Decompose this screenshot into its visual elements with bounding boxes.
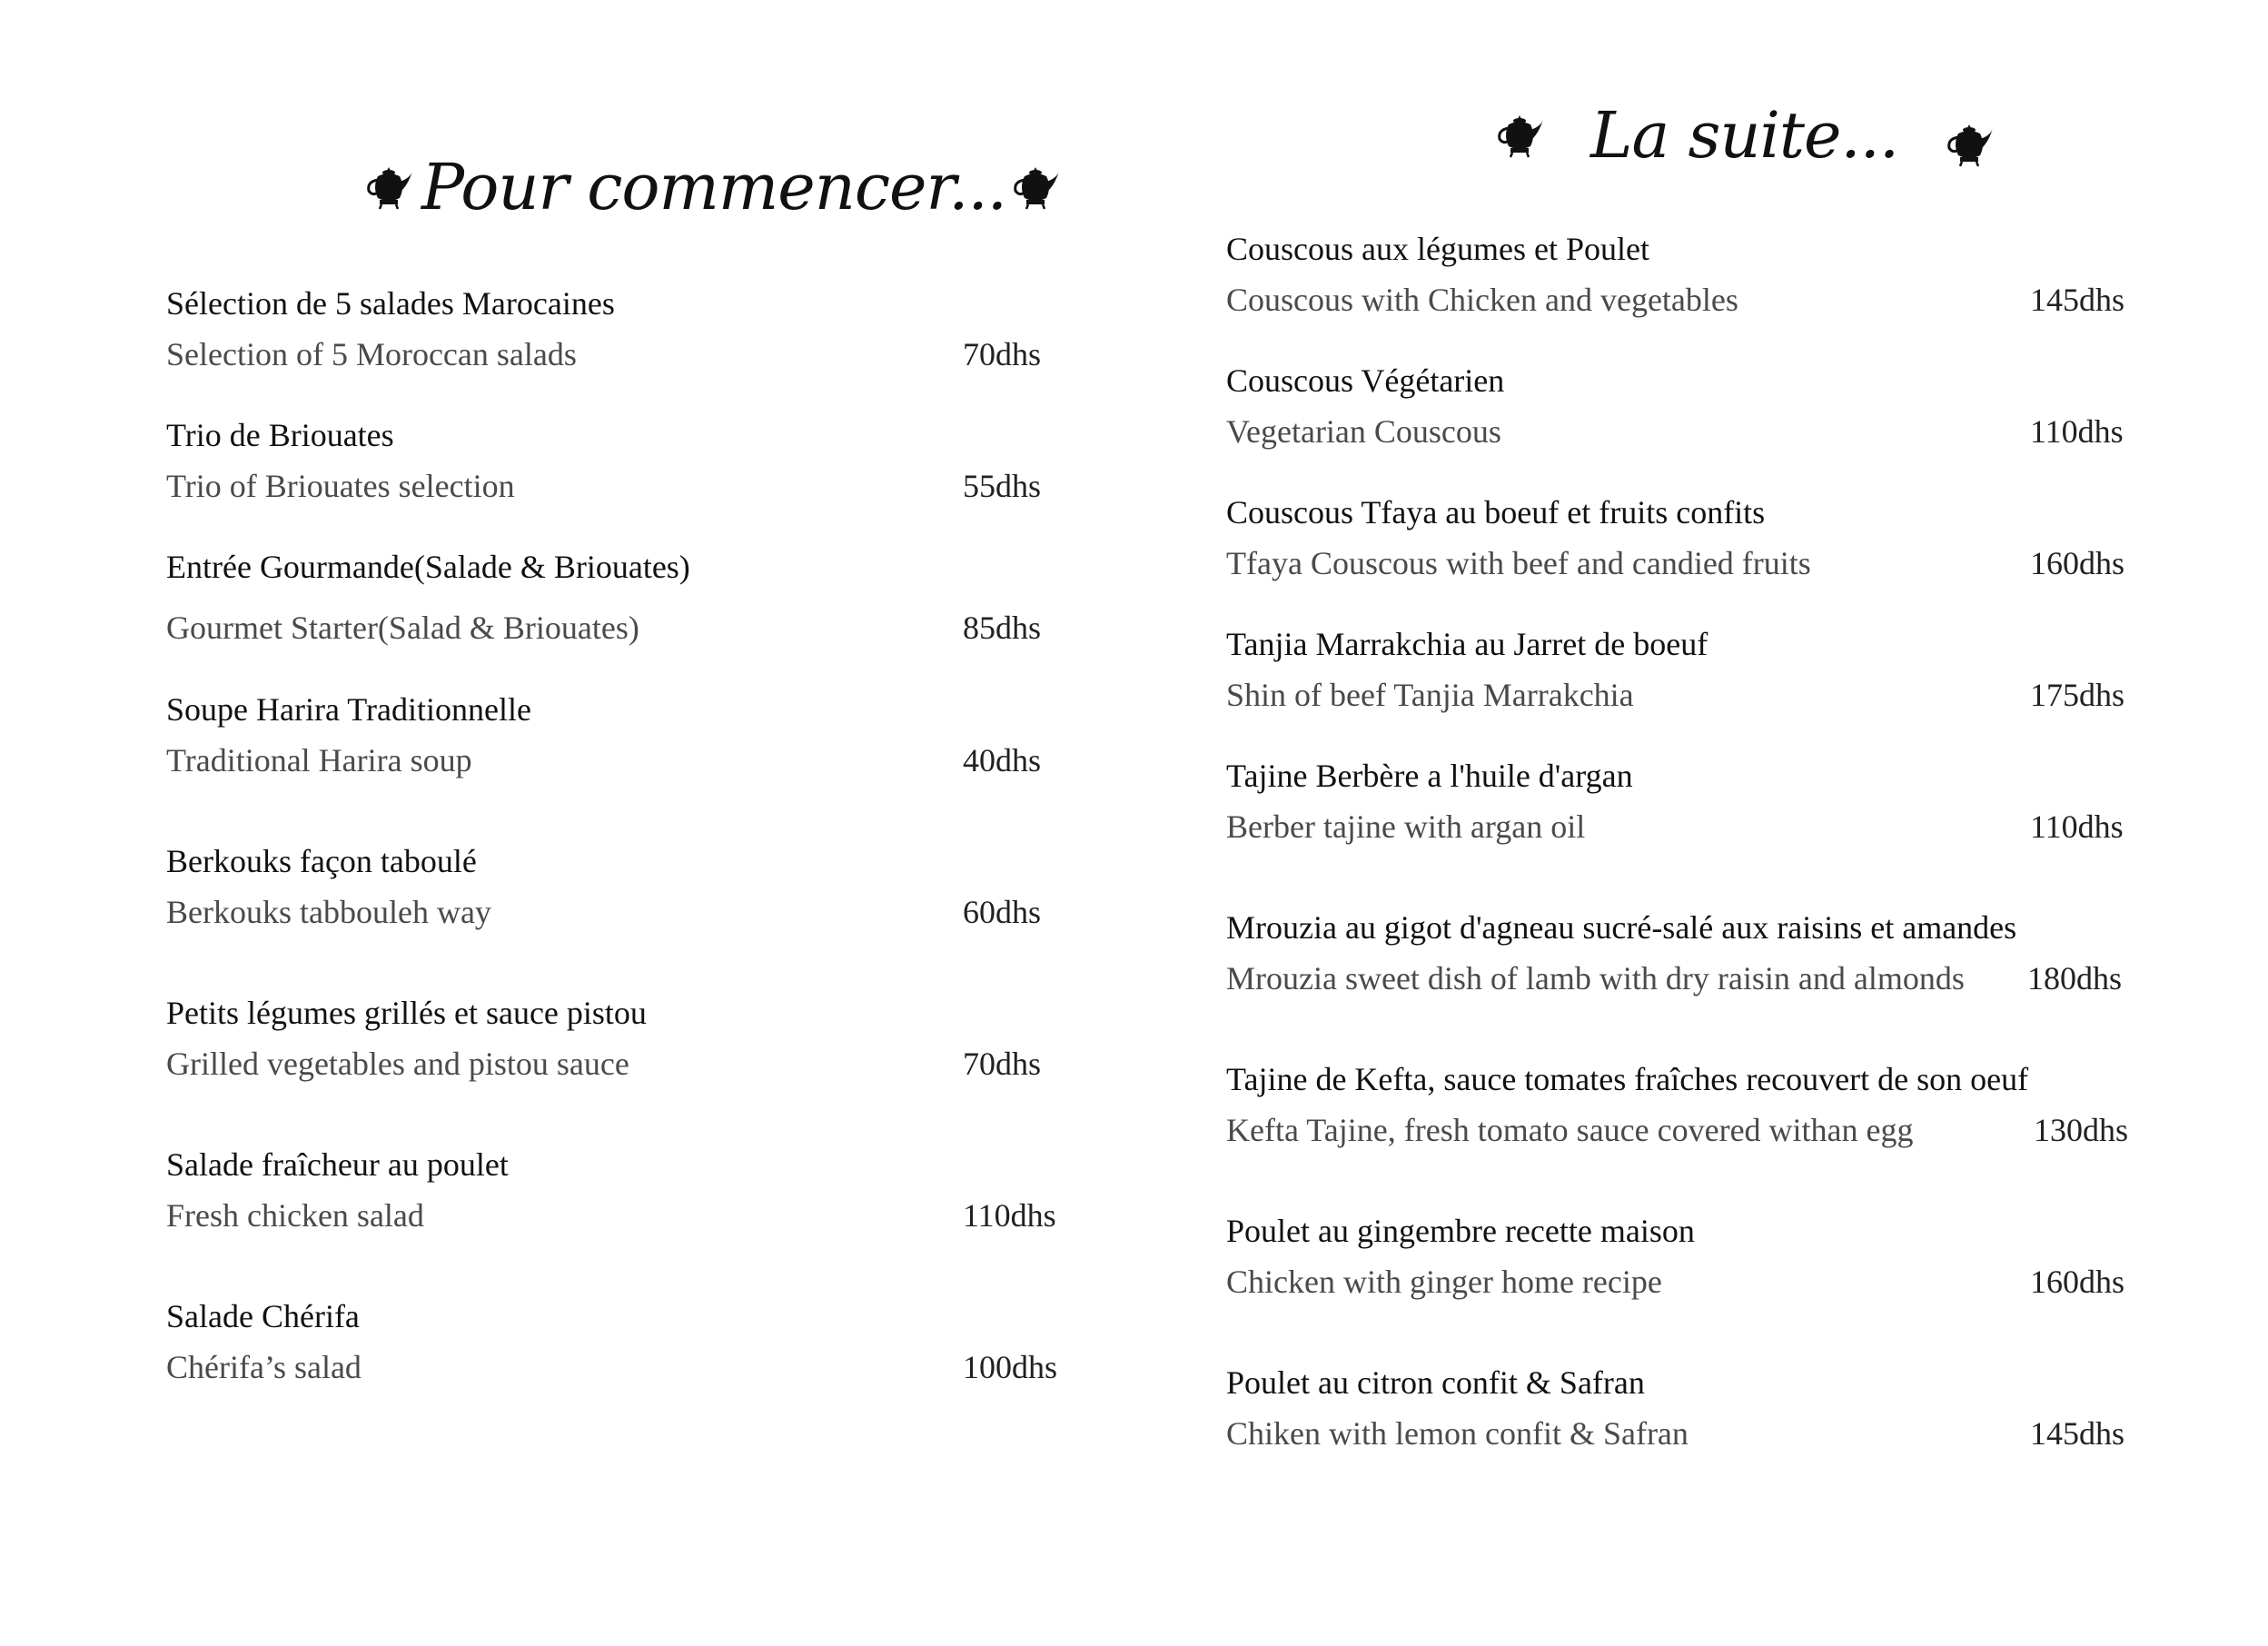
dish-name-fr: Poulet au gingembre recette maison xyxy=(1226,1213,1695,1249)
dish-price: 110dhs xyxy=(963,1197,1056,1234)
dish-price: 110dhs xyxy=(2030,413,2124,450)
dish-name-en: Gourmet Starter(Salad & Briouates) xyxy=(166,610,639,646)
dish-name-en: Grilled vegetables and pistou sauce xyxy=(166,1046,629,1082)
dish-name-en: Vegetarian Couscous xyxy=(1226,413,1501,450)
dish-name-fr: Tajine Berbère a l'huile d'argan xyxy=(1226,758,1633,794)
dish-name-en: Berber tajine with argan oil xyxy=(1226,808,1586,845)
menu-item xyxy=(1226,361,2144,451)
dish-price: 110dhs xyxy=(2030,808,2124,845)
dish-name-fr: Trio de Briouates xyxy=(166,417,394,453)
menu-item xyxy=(1226,756,2144,847)
dish-price: 160dhs xyxy=(2030,545,2125,581)
dish-name-en: Chicken with ginger home recipe xyxy=(1226,1264,1662,1300)
menu-item xyxy=(166,841,1075,932)
menu-item xyxy=(1226,907,2144,998)
menu-item xyxy=(1226,624,2144,715)
dish-price: 60dhs xyxy=(963,894,1042,930)
dish-name-fr: Mrouzia au gigot d'agneau sucré-salé aux raisins et amandes xyxy=(1226,909,2017,946)
menu-item xyxy=(1226,1363,2144,1453)
menu-item xyxy=(1226,1211,2144,1302)
menu-item xyxy=(166,283,1075,374)
dish-name-en: Shin of beef Tanjia Marrakchia xyxy=(1226,677,1634,713)
menu-item xyxy=(166,689,1075,780)
dish-name-fr: Soupe Harira Traditionnelle xyxy=(166,691,531,728)
dish-name-en: Trio of Briouates selection xyxy=(166,468,515,504)
dish-name-en: Tfaya Couscous with beef and candied fruits xyxy=(1226,545,1811,581)
dish-price: 180dhs xyxy=(2027,960,2123,997)
dish-price: 160dhs xyxy=(2030,1264,2125,1300)
dish-name-en: Traditional Harira soup xyxy=(166,742,472,778)
dish-price: 145dhs xyxy=(2030,282,2125,318)
dish-name-fr: Couscous Végétarien xyxy=(1226,362,1505,399)
dish-price: 130dhs xyxy=(2034,1112,2129,1148)
teapot-icon xyxy=(1494,112,1545,159)
dish-price: 70dhs xyxy=(963,1046,1042,1082)
dish-name-en: Selection of 5 Moroccan salads xyxy=(166,336,577,372)
dish-name-en: Fresh chicken salad xyxy=(166,1197,424,1234)
menu-item xyxy=(166,993,1075,1084)
teapot-icon xyxy=(363,164,414,211)
dish-name-fr: Entrée Gourmande(Salade & Briouates) xyxy=(166,549,690,585)
menu-item xyxy=(1226,1059,2144,1150)
dish-price: 85dhs xyxy=(963,610,1042,646)
dish-price: 100dhs xyxy=(963,1349,1058,1385)
left-heading xyxy=(363,150,1061,224)
dish-name-en: Kefta Tajine, fresh tomato sauce covered withan egg xyxy=(1226,1112,1914,1148)
teapot-icon xyxy=(1944,121,1995,168)
dish-price: 55dhs xyxy=(963,468,1042,504)
dish-price: 40dhs xyxy=(963,742,1042,778)
dish-name-en: Berkouks tabbouleh way xyxy=(166,894,491,930)
right-heading xyxy=(1494,98,1995,173)
dish-name-fr: Tajine de Kefta, sauce tomates fraîches recouvert de son oeuf xyxy=(1226,1061,2029,1097)
menu-item xyxy=(166,1296,1075,1387)
menu-item xyxy=(166,415,1075,506)
menu-item xyxy=(1226,492,2144,583)
dish-name-fr: Tanjia Marrakchia au Jarret de boeuf xyxy=(1226,626,1708,662)
dish-name-fr: Salade Chérifa xyxy=(166,1298,360,1334)
section-title: La suite... xyxy=(1590,98,1899,173)
section-title: Pour commencer... xyxy=(421,150,1006,224)
dish-name-en: Chiken with lemon confit & Safran xyxy=(1226,1415,1689,1452)
menu-item xyxy=(1226,229,2144,320)
dish-price: 70dhs xyxy=(963,336,1042,372)
teapot-icon xyxy=(1010,164,1061,211)
dish-name-fr: Couscous Tfaya au boeuf et fruits confits xyxy=(1226,494,1766,530)
dish-price: 145dhs xyxy=(2030,1415,2125,1452)
dish-name-fr: Petits légumes grillés et sauce pistou xyxy=(166,995,647,1031)
dish-name-fr: Salade fraîcheur au poulet xyxy=(166,1146,509,1183)
menu-item xyxy=(166,547,1075,648)
dish-name-en: Couscous with Chicken and vegetables xyxy=(1226,282,1738,318)
menu-item xyxy=(166,1145,1075,1235)
dish-name-en: Mrouzia sweet dish of lamb with dry raisin and almonds xyxy=(1226,960,1965,997)
dish-name-fr: Sélection de 5 salades Marocaines xyxy=(166,285,615,322)
dish-name-fr: Poulet au citron confit & Safran xyxy=(1226,1364,1645,1401)
dish-price: 175dhs xyxy=(2030,677,2125,713)
dish-name-en: Chérifa’s salad xyxy=(166,1349,361,1385)
dish-name-fr: Berkouks façon taboulé xyxy=(166,843,477,879)
dish-name-fr: Couscous aux légumes et Poulet xyxy=(1226,231,1649,267)
